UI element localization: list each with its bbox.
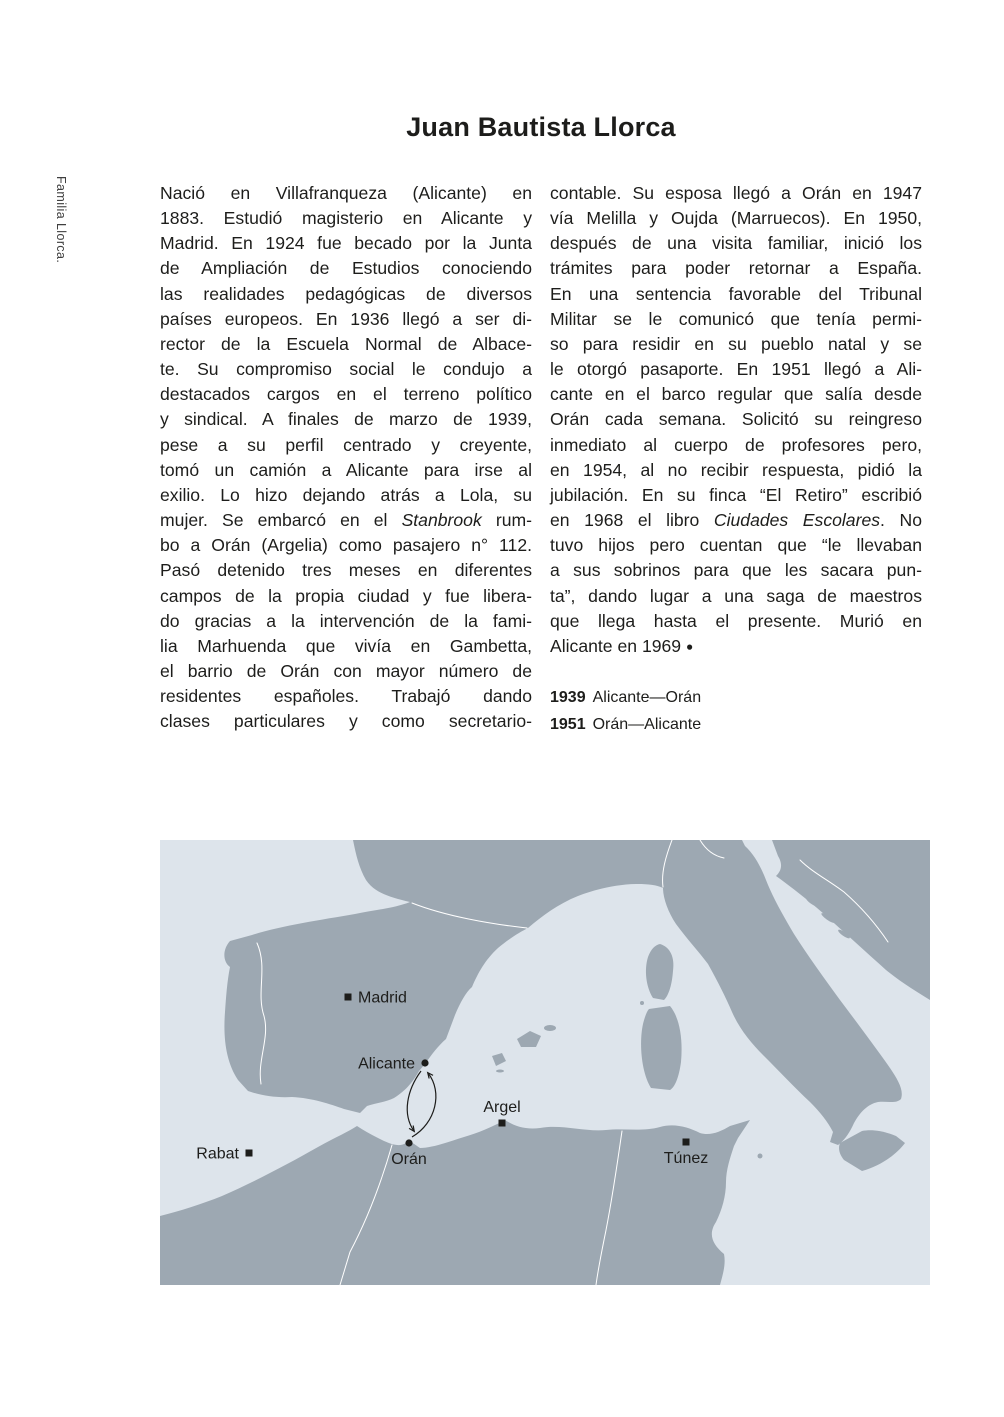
- text-line: vía Melilla y Oujda (Marruecos). En 1950,: [550, 208, 922, 229]
- text-line: pese a su perfil centrado y creyente,: [160, 434, 532, 455]
- text-line: do gracias a la intervención de la fami-: [160, 610, 532, 631]
- city-label-Rabat: Rabat: [196, 1145, 239, 1163]
- city-label-Orán: Orán: [391, 1151, 427, 1168]
- city-marker-Orán: [405, 1139, 412, 1146]
- map-island-small: [758, 1154, 763, 1159]
- map-land-sardinia: [641, 1006, 682, 1090]
- text-line: tomó un camión a Alicante para irse al: [160, 459, 532, 480]
- trip-row: [550, 711, 922, 738]
- text-line: Orán cada semana. Solicitó su reingreso: [550, 409, 922, 430]
- text-line: que llega hasta el presente. Murió en: [550, 610, 922, 631]
- trips-list: [550, 684, 922, 738]
- text-line: En una sentencia favorable del Tribunal: [550, 283, 922, 304]
- text-line: destacados cargos en el terreno político: [160, 384, 532, 405]
- text-line: a sus sobrinos para que les sacara pun-: [550, 560, 922, 581]
- trip-row: [550, 684, 922, 711]
- city-label-Alicante: Alicante: [358, 1055, 415, 1073]
- text-line: después de una visita familiar, inició los: [550, 233, 922, 254]
- sidebar-caption: Familia Llorca.: [54, 176, 68, 264]
- text-line: cante en el barco regular que salía desde: [550, 384, 922, 405]
- text-line: te. Su compromiso social le condujo a: [160, 359, 532, 380]
- trip-route: Orán—Alicante: [592, 716, 702, 734]
- text-line: exilio. Lo hizo dejando atrás a Lola, su: [160, 484, 532, 505]
- end-bullet: ●: [685, 639, 694, 654]
- text-line: y sindical. A finales de marzo de 1939,: [160, 409, 532, 430]
- text-line: Madrid. En 1924 fue becado por la Junta: [160, 233, 532, 254]
- text-line: Nació en Villafranqueza (Alicante) en: [160, 183, 532, 203]
- city-label-Túnez: Túnez: [663, 1150, 709, 1167]
- text-line: inmediato al cuerpo de profesores pero,: [550, 434, 922, 455]
- italic-text: Ciudades Escolares: [713, 510, 881, 531]
- text-line: rector de la Escuela Normal de Albace-: [160, 333, 532, 354]
- city-marker-Argel: [499, 1120, 506, 1127]
- article-column-left: [160, 181, 532, 738]
- text-line: ta”, dando lugar a una saga de maestros: [550, 585, 922, 606]
- text-line: Pasó detenido tres meses en diferentes: [160, 560, 532, 581]
- text-line: le otorgó pasaporte. En 1951 llegó a Ali-: [550, 359, 922, 380]
- article-column-right: [550, 181, 922, 738]
- text-line: Alicante en 1969 ●: [550, 635, 694, 656]
- text-line: lia Marhuenda que vivía en Gambetta,: [160, 635, 532, 656]
- city-marker-Túnez: [683, 1139, 690, 1146]
- city-label-Madrid: Madrid: [358, 989, 407, 1007]
- map-land-formentera: [496, 1070, 504, 1073]
- mediterranean-map: [160, 840, 930, 1285]
- text-line: Militar se le comunicó que tenía permi-: [550, 308, 922, 329]
- city-marker-Madrid: [345, 994, 352, 1001]
- text-line: tuvo hijos pero cuentan que “le llevaban: [550, 535, 922, 556]
- trip-route: Alicante—Orán: [592, 689, 702, 707]
- page-title: Juan Bautista Llorca: [406, 112, 676, 143]
- text-line: contable. Su esposa llegó a Orán en 1947: [550, 183, 922, 203]
- city-label-Argel: Argel: [483, 1099, 521, 1116]
- article-body: [160, 181, 922, 738]
- map-land-menorca: [544, 1025, 556, 1031]
- text-line: países europeos. En 1936 llegó a ser di-: [160, 308, 532, 329]
- city-marker-Alicante: [421, 1059, 428, 1066]
- text-line: mujer. Se embarcó en el Stanbrook rum-: [160, 510, 533, 531]
- text-line: campos de la propia ciudad y fue libera-: [160, 585, 532, 606]
- text-line: las realidades pedagógicas de diversos: [160, 283, 532, 304]
- text-line: de Ampliación de Estudios conociendo: [160, 258, 532, 279]
- trip-year: 1951: [550, 716, 586, 734]
- text-line: en 1968 el libro Ciudades Escolares. No: [550, 510, 922, 531]
- italic-text: Stanbrook: [401, 510, 482, 531]
- text-line: clases particulares y como secretario-: [160, 711, 532, 732]
- text-line: bo a Orán (Argelia) como pasajero n° 112.: [160, 535, 532, 556]
- text-line: en 1954, al no recibir respuesta, pidió la: [550, 459, 922, 480]
- text-line: el barrio de Orán con mayor número de: [160, 660, 532, 681]
- text-line: jubilación. En su finca “El Retiro” escribió: [550, 484, 922, 505]
- map-island-small: [640, 1001, 644, 1005]
- city-marker-Rabat: [246, 1150, 253, 1157]
- text-line: 1883. Estudió magisterio en Alicante y: [160, 208, 532, 229]
- text-line: trámites para poder retornar a España.: [550, 258, 922, 279]
- text-line: so para residir en su pueblo natal y se: [550, 333, 922, 354]
- text-line: residentes españoles. Trabajó dando: [160, 686, 532, 707]
- trip-year: 1939: [550, 689, 586, 707]
